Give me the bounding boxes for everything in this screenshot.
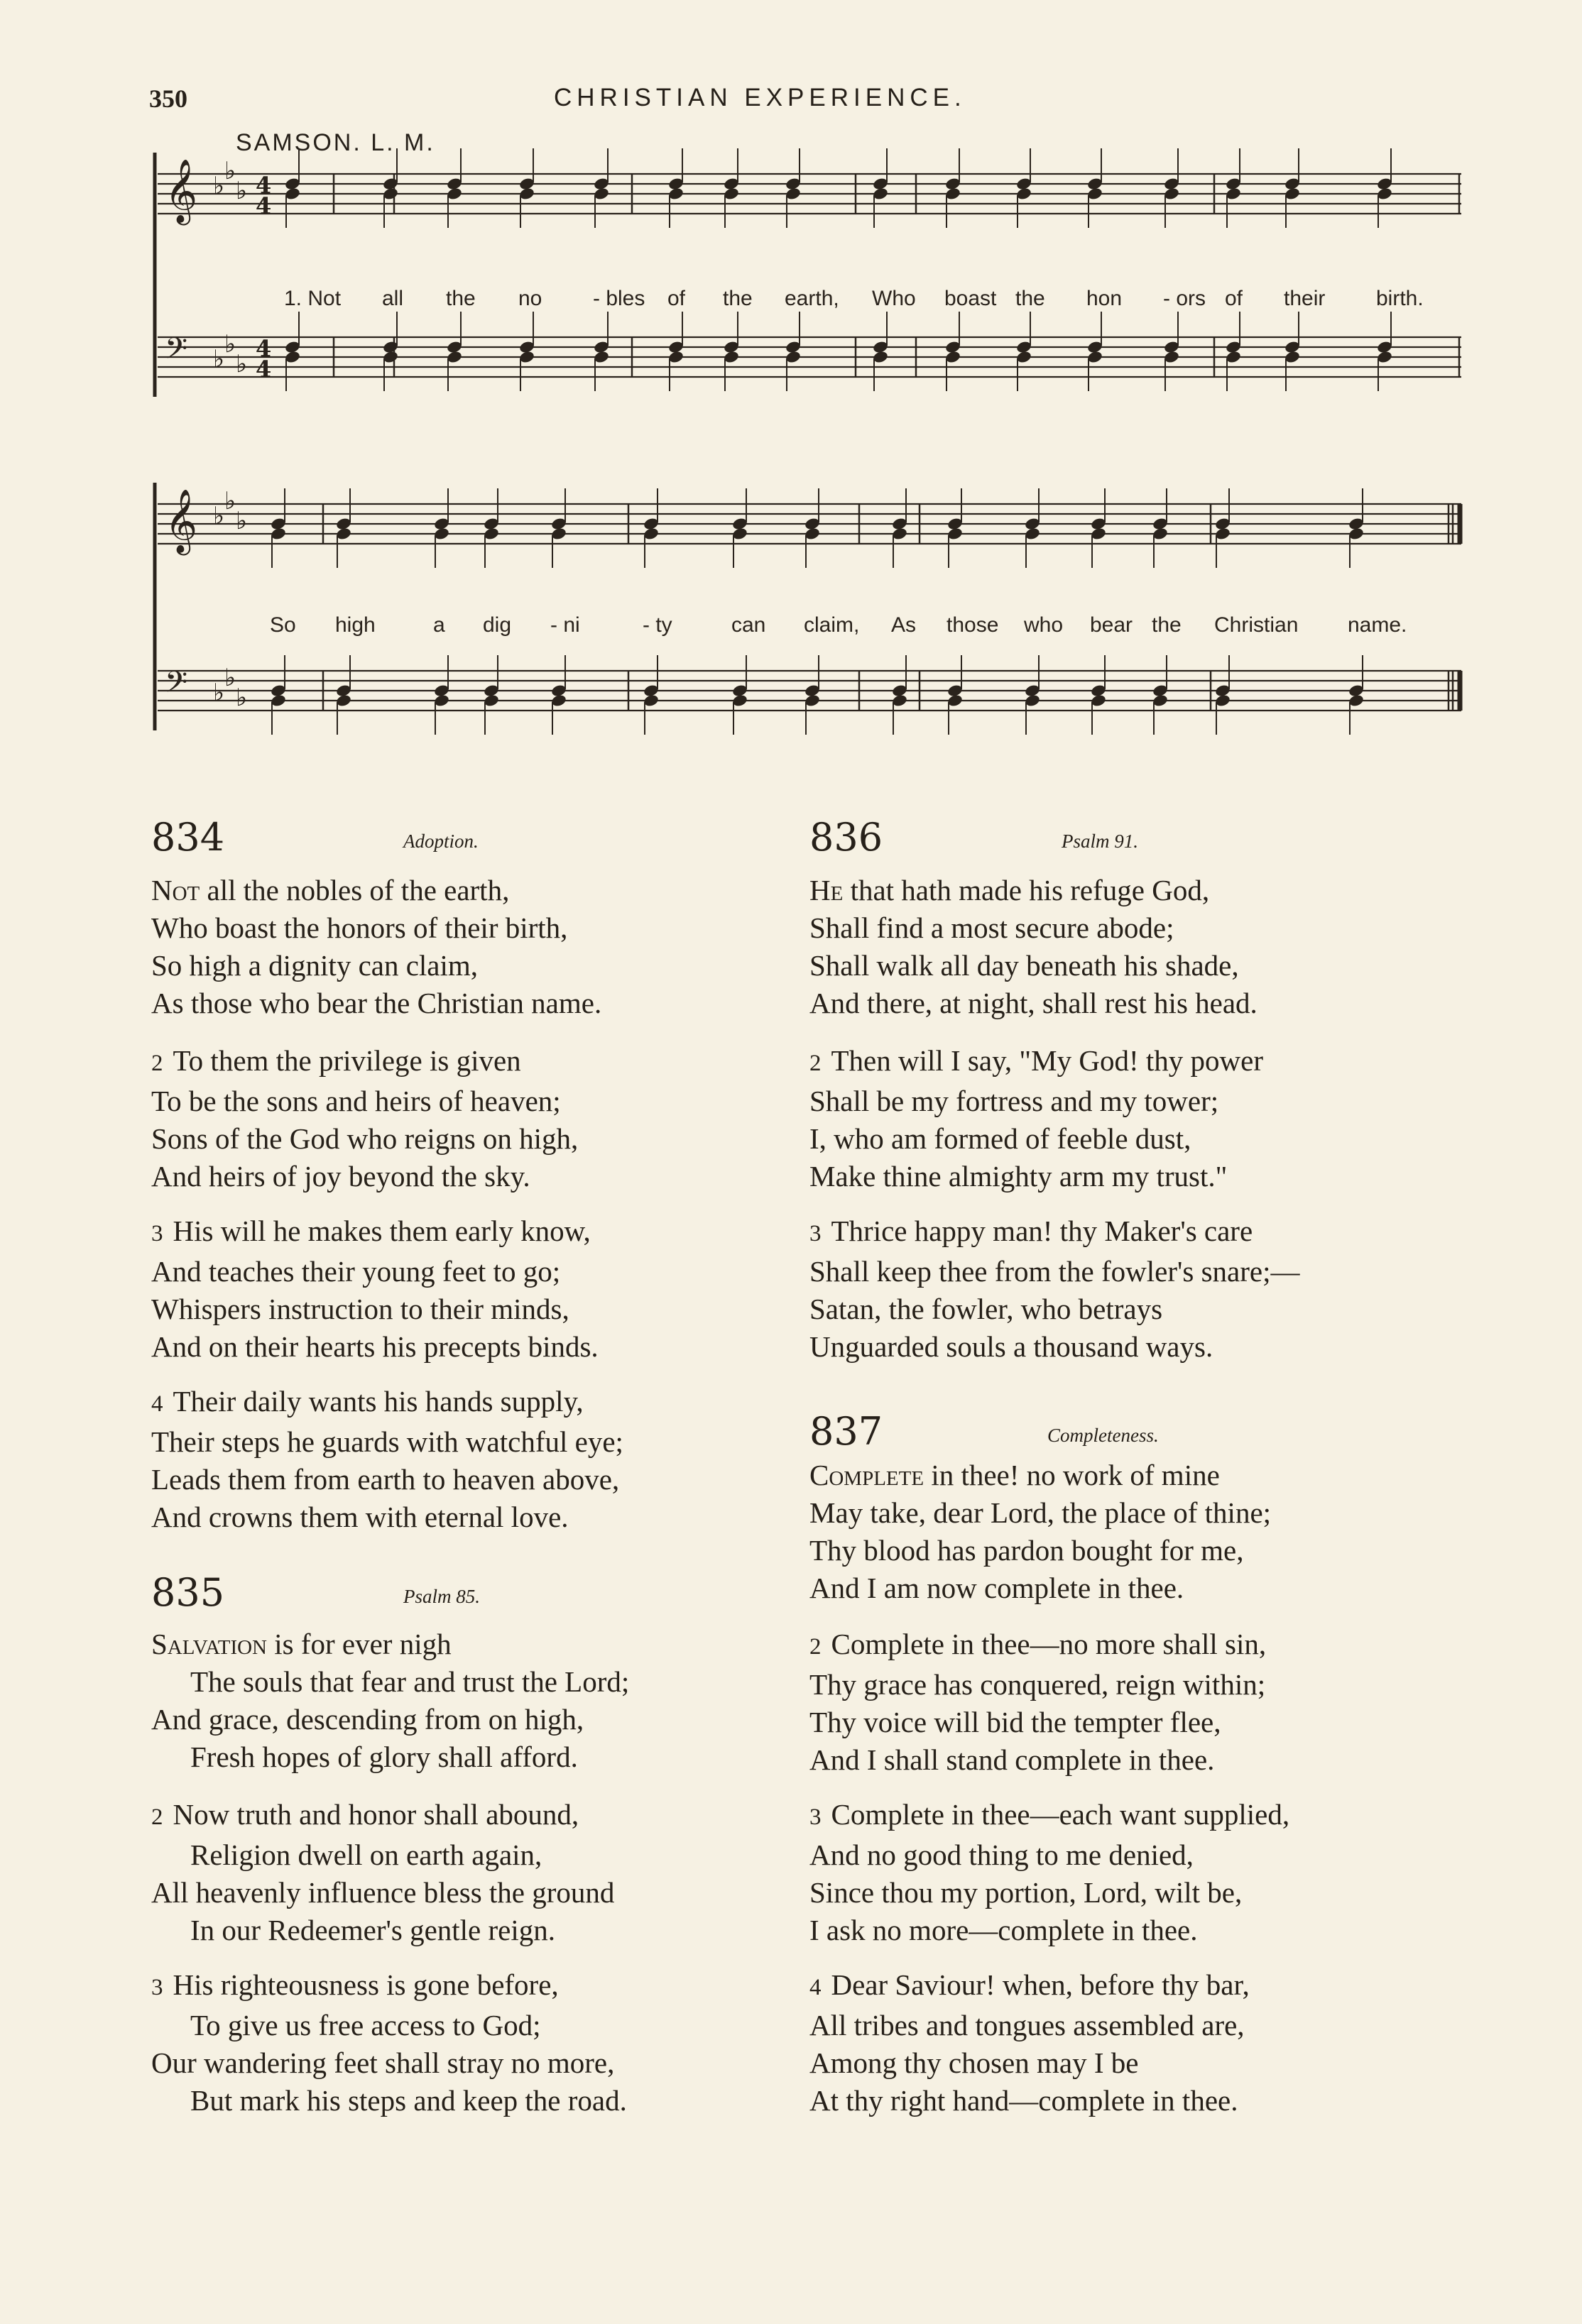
treble-clef-icon: 𝄞	[165, 489, 198, 553]
verse-line: Whispers instruction to their minds,	[151, 1293, 569, 1325]
verse-first-word: He	[809, 874, 844, 906]
note-chord	[1376, 312, 1393, 391]
hymn-837-verse-4	[809, 1966, 1250, 2120]
verse-line: And heirs of joy beyond the sky.	[151, 1160, 530, 1193]
verse-line: And there, at night, shall rest his head.	[809, 987, 1258, 1019]
verse-line: 3 Thrice happy man! thy Maker's care	[809, 1215, 1253, 1247]
lyric-syllable: - ty	[643, 613, 672, 637]
lyric-syllable: birth.	[1376, 287, 1424, 310]
hymn-834-verse-1	[151, 872, 601, 1022]
verse-line: Sons of the God who reigns on high,	[151, 1122, 579, 1155]
lyric-syllable: - ors	[1163, 287, 1206, 310]
verse-line: Religion dwell on earth again,	[190, 1838, 542, 1871]
verse-line: And grace, descending from on high,	[151, 1703, 584, 1736]
hymn-837-verse-2	[809, 1626, 1266, 1779]
flat-icon: ♭	[224, 330, 236, 358]
note-chord	[593, 312, 610, 391]
note-chord	[284, 312, 301, 391]
hymn-subject: Completeness.	[1047, 1425, 1159, 1446]
note-chord	[1090, 655, 1107, 735]
verse-number: 3	[809, 1221, 822, 1246]
note-chord	[1214, 655, 1231, 735]
note-chord	[723, 312, 740, 391]
verse-line: Shall walk all day beneath his shade,	[809, 949, 1239, 982]
note-chord	[335, 488, 352, 568]
lyric-syllable: boast	[944, 287, 997, 310]
verse-number: 2	[809, 1051, 822, 1076]
time-signature-top: 4	[256, 172, 272, 199]
note-chord	[1152, 488, 1169, 568]
bass-clef-icon: 𝄢	[165, 665, 188, 706]
hymn-number: 836	[809, 815, 883, 860]
lyric-syllable: the	[1152, 613, 1182, 637]
note-chord	[518, 148, 535, 228]
note-chord	[947, 655, 964, 735]
flat-icon: ♭	[236, 684, 248, 712]
hymn-836-header	[809, 815, 1449, 860]
verse-number: 3	[809, 1804, 822, 1830]
lyric-syllable: all	[382, 287, 404, 310]
verse-line: The souls that fear and trust the Lord;	[190, 1665, 630, 1698]
hymn-836-verse-1	[809, 872, 1258, 1022]
verse-line: Shall be my fortress and my tower;	[809, 1085, 1219, 1117]
hymn-835-header	[151, 1570, 790, 1613]
verse-line: Salvation is for ever nigh	[151, 1628, 452, 1660]
note-chord	[785, 312, 802, 391]
treble-staff	[158, 487, 1461, 568]
time-signature-bottom: 4	[256, 356, 272, 383]
verse-line: Among thy chosen may I be	[809, 2046, 1139, 2079]
verse-line: 2 To them the privilege is given	[151, 1044, 521, 1077]
note-chord	[284, 148, 301, 228]
verse-number: 4	[151, 1391, 163, 1417]
lyric-syllable: their	[1284, 287, 1326, 310]
note-chord	[944, 312, 961, 391]
verse-line: 2 Then will I say, "My God! thy power	[809, 1044, 1263, 1077]
hymn-subject: Psalm 91.	[1062, 831, 1138, 852]
note-chord	[1090, 488, 1107, 568]
hymn-836-verse-3	[809, 1212, 1300, 1366]
page-number: 350	[149, 84, 187, 113]
verse-line: Unguarded souls a thousand ways.	[809, 1330, 1213, 1363]
note-chord	[593, 148, 610, 228]
hymn-834-header	[151, 815, 790, 860]
hymn-837-verse-3	[809, 1796, 1289, 1949]
verse-line: All heavenly influence bless the ground	[151, 1876, 615, 1909]
lyric-syllable: a	[433, 613, 445, 637]
note-chord	[1214, 488, 1231, 568]
hymn-837-header	[809, 1409, 1449, 1452]
note-chord	[433, 488, 450, 568]
flat-icon: ♭	[236, 507, 248, 535]
lyric-syllable: can	[731, 613, 766, 637]
lyric-syllable: Christian	[1214, 613, 1299, 637]
note-chord	[785, 148, 802, 228]
verse-first-word: Not	[151, 874, 200, 906]
verse-line: And I shall stand complete in thee.	[809, 1743, 1215, 1776]
running-head: CHRISTIAN EXPERIENCE.	[554, 84, 966, 111]
lyric-syllable: So	[270, 613, 296, 637]
verse-line: I, who am formed of feeble dust,	[809, 1122, 1191, 1155]
note-chord	[731, 655, 748, 735]
verse-line: May take, dear Lord, the place of thine;	[809, 1496, 1272, 1529]
verse-line: Who boast the honors of their birth,	[151, 911, 568, 944]
verse-line: And on their hearts his precepts binds.	[151, 1330, 599, 1363]
verse-first-word: Salvation	[151, 1628, 267, 1660]
verse-line: 3 His righteousness is gone before,	[151, 1968, 559, 2001]
hymn-subject: Psalm 85.	[403, 1586, 480, 1607]
verse-line: 4 Their daily wants his hands supply,	[151, 1385, 584, 1418]
lyric-syllable: who	[1024, 613, 1064, 637]
verse-line: As those who bear the Christian name.	[151, 987, 602, 1019]
verse-line: In our Redeemer's gentle reign.	[190, 1914, 556, 1946]
verse-number: 3	[151, 1975, 163, 2000]
music-system-1	[0, 142, 1582, 454]
note-chord	[667, 148, 684, 228]
note-chord	[723, 148, 740, 228]
lyric-syllable: Who	[872, 287, 916, 310]
lyric-syllable: hon	[1086, 287, 1123, 310]
music-system-2	[0, 465, 1582, 788]
lyric-syllable: name.	[1348, 613, 1407, 637]
flat-icon: ♭	[213, 679, 225, 707]
hymn-834-verse-3	[151, 1212, 599, 1366]
note-chord	[1348, 655, 1365, 735]
verse-line: Our wandering feet shall stray no more,	[151, 2046, 615, 2079]
lyric-syllable: of	[1225, 287, 1243, 310]
verse-line: Shall find a most secure abode;	[809, 911, 1174, 944]
note-chord	[643, 488, 660, 568]
hymn-subject: Adoption.	[403, 831, 479, 852]
verse-line: All tribes and tongues assembled are,	[809, 2009, 1245, 2041]
note-chord	[1284, 312, 1301, 391]
note-chord	[891, 488, 908, 568]
note-chord	[446, 312, 463, 391]
note-chord	[1152, 655, 1169, 735]
note-chord	[1348, 488, 1365, 568]
verse-line: 3 His will he makes them early know,	[151, 1215, 591, 1247]
verse-line: I ask no more—complete in thee.	[809, 1914, 1198, 1946]
verse-line: Complete in thee! no work of mine	[809, 1459, 1220, 1491]
note-chord	[947, 488, 964, 568]
lyric-syllable: no	[518, 287, 542, 310]
hymn-number: 837	[809, 1409, 883, 1454]
note-chord	[270, 655, 287, 735]
lyric-syllable: of	[667, 287, 686, 310]
note-chord	[1024, 488, 1041, 568]
verse-line: 2 Complete in thee—no more shall sin,	[809, 1628, 1267, 1660]
lyric-syllable: earth,	[785, 287, 839, 310]
treble-staff	[158, 148, 1461, 228]
note-chord	[667, 312, 684, 391]
note-chord	[1163, 312, 1180, 391]
note-chord	[382, 312, 399, 391]
note-chord	[1225, 312, 1242, 391]
lyric-syllable: 1. Not	[284, 287, 342, 310]
verse-line: Fresh hopes of glory shall afford.	[190, 1741, 578, 1773]
flat-icon: ♭	[213, 345, 225, 373]
verse-line: 4 Dear Saviour! when, before thy bar,	[809, 1968, 1250, 2001]
verse-line: And teaches their young feet to go;	[151, 1255, 561, 1288]
verse-line: Not all the nobles of the earth,	[151, 874, 510, 906]
verse-line: Since thou my portion, Lord, wilt be,	[809, 1876, 1243, 1909]
verse-line: So high a dignity can claim,	[151, 949, 479, 982]
verse-line: He that hath made his refuge God,	[809, 874, 1210, 906]
verse-line: 2 Now truth and honor shall abound,	[151, 1798, 579, 1831]
flat-icon: ♭	[213, 502, 225, 530]
lyric-syllable: those	[947, 613, 999, 637]
hymn-836-verse-2	[809, 1042, 1263, 1195]
note-chord	[518, 312, 535, 391]
flat-icon: ♭	[224, 487, 236, 515]
note-chord	[1024, 655, 1041, 735]
note-chord	[382, 148, 399, 228]
note-chord	[1015, 148, 1032, 228]
note-chord	[1015, 312, 1032, 391]
note-chord	[483, 488, 500, 568]
note-chord	[891, 655, 908, 735]
note-chord	[1086, 312, 1103, 391]
hymn-835-verse-3	[151, 1966, 627, 2120]
treble-clef-icon: 𝄞	[165, 159, 198, 223]
verse-line: Thy blood has pardon bought for me,	[809, 1534, 1244, 1567]
flat-icon: ♭	[224, 664, 236, 692]
hymn-834-verse-2	[151, 1042, 578, 1195]
verse-line: And no good thing to me denied,	[809, 1838, 1194, 1871]
time-signature-bottom: 4	[256, 192, 272, 219]
note-chord	[483, 655, 500, 735]
verse-number: 2	[809, 1634, 822, 1660]
verse-line: Satan, the fowler, who betrays	[809, 1293, 1163, 1325]
note-chord	[804, 655, 821, 735]
flat-icon: ♭	[213, 172, 225, 200]
hymn-835-verse-1	[151, 1626, 629, 1776]
verse-line: Shall keep thee from the fowler's snare;—	[809, 1255, 1300, 1288]
hymn-835-verse-2	[151, 1796, 614, 1949]
verse-line: 3 Complete in thee—each want supplied,	[809, 1798, 1290, 1831]
verse-line: Thy voice will bid the tempter flee,	[809, 1706, 1221, 1738]
verse-line: And I am now complete in thee.	[809, 1572, 1184, 1604]
lyric-syllable: the	[1015, 287, 1045, 310]
hymn-837-verse-1	[809, 1457, 1271, 1607]
note-chord	[872, 148, 889, 228]
bass-staff	[158, 312, 1461, 391]
verse-line: At thy right hand—complete in thee.	[809, 2084, 1238, 2117]
verse-first-word: Complete	[809, 1459, 924, 1491]
verse-line: Leads them from earth to heaven above,	[151, 1463, 620, 1496]
hymn-number: 834	[151, 815, 225, 860]
note-chord	[550, 655, 567, 735]
note-chord	[1086, 148, 1103, 228]
hymn-number: 835	[151, 1570, 225, 1615]
verse-number: 4	[809, 1975, 822, 2000]
lyric-syllable: - bles	[593, 287, 645, 310]
verse-line: Make thine almighty arm my trust."	[809, 1160, 1228, 1193]
flat-icon: ♭	[236, 350, 248, 378]
verse-line: Their steps he guards with watchful eye;	[151, 1425, 623, 1458]
verse-number: 2	[151, 1051, 163, 1076]
note-chord	[643, 655, 660, 735]
bass-staff	[158, 655, 1461, 735]
note-chord	[1225, 148, 1242, 228]
verse-line: To give us free access to God;	[190, 2009, 541, 2041]
lyric-syllable: As	[891, 613, 917, 637]
lyric-syllable: the	[446, 287, 476, 310]
note-chord	[944, 148, 961, 228]
verse-line: Thy grace has conquered, reign within;	[809, 1668, 1266, 1701]
note-chord	[550, 488, 567, 568]
flat-icon: ♭	[224, 157, 236, 185]
tune-name: SAMSON. L. M.	[236, 129, 435, 156]
lyric-syllable: - ni	[550, 613, 580, 637]
note-chord	[804, 488, 821, 568]
lyric-syllable: the	[723, 287, 753, 310]
note-chord	[446, 148, 463, 228]
note-chord	[872, 312, 889, 391]
music-notation-svg	[0, 465, 1582, 788]
music-notation-svg	[0, 142, 1582, 454]
verse-line: To be the sons and heirs of heaven;	[151, 1085, 561, 1117]
time-signature-top: 4	[256, 335, 272, 362]
note-chord	[1284, 148, 1301, 228]
bass-clef-icon: 𝄢	[165, 331, 188, 373]
verse-line: And crowns them with eternal love.	[151, 1501, 569, 1533]
note-chord	[270, 488, 287, 568]
flat-icon: ♭	[236, 177, 248, 205]
note-chord	[335, 655, 352, 735]
lyric-syllable: high	[335, 613, 376, 637]
verse-line: But mark his steps and keep the road.	[190, 2084, 627, 2117]
note-chord	[731, 488, 748, 568]
note-chord	[1163, 148, 1180, 228]
lyric-syllable: claim,	[804, 613, 860, 637]
note-chord	[433, 655, 450, 735]
verse-number: 3	[151, 1221, 163, 1246]
verse-number: 2	[151, 1804, 163, 1830]
lyric-syllable: bear	[1090, 613, 1133, 637]
lyric-syllable: dig	[483, 613, 512, 637]
note-chord	[1376, 148, 1393, 228]
hymn-834-verse-4	[151, 1383, 623, 1536]
